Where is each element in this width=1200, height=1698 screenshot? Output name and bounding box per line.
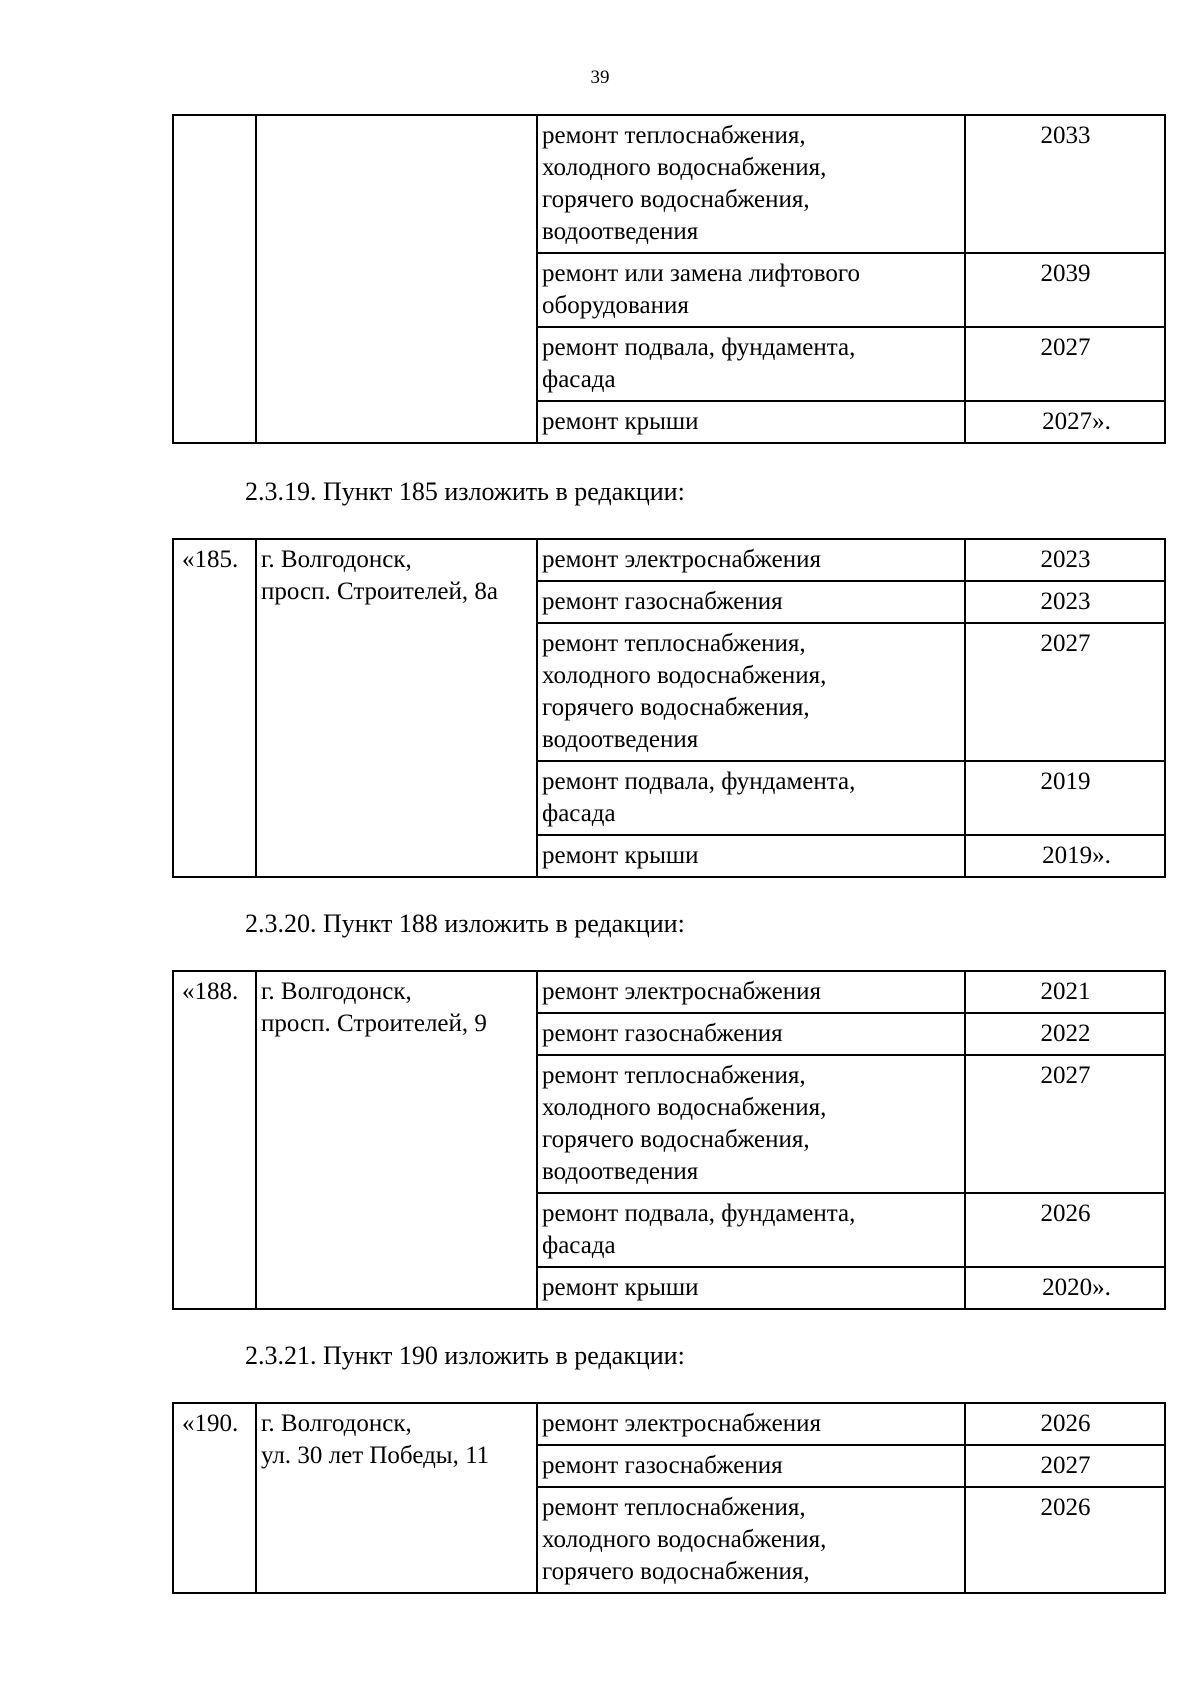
year-cell: 2026 [965, 1487, 1165, 1593]
work-type-cell: ремонт электроснабжения [537, 539, 965, 581]
year-cell: 2021 [965, 971, 1165, 1013]
table-row [173, 1403, 1165, 1445]
work-type-cell: ремонт теплоснабжения, холодного водоснабжения, горячего водоснабжения, водоотведения [537, 623, 965, 761]
work-type-cell: ремонт газоснабжения [537, 1013, 965, 1055]
year-cell: 2027 [965, 327, 1165, 401]
table-row [173, 115, 1165, 253]
year-cell: 2023 [965, 581, 1165, 623]
item-number-cell [173, 115, 256, 443]
table-row [173, 539, 1165, 581]
amendment-paragraph-190: 2.3.21. Пункт 190 изложить в редакции: [245, 1341, 685, 1370]
work-type-cell: ремонт теплоснабжения, холодного водоснабжения, горячего водоснабжения, водоотведения [537, 1055, 965, 1193]
year-cell: 2026 [965, 1193, 1165, 1267]
address-cell: г. Волгодонск, ул. 30 лет Победы, 11 [256, 1403, 537, 1593]
work-type-cell: ремонт крыши [537, 1267, 965, 1309]
year-cell: 2039 [965, 253, 1165, 327]
item-185-table [172, 538, 1166, 878]
year-cell: 2020». [965, 1267, 1165, 1309]
work-type-cell: ремонт газоснабжения [537, 581, 965, 623]
address-cell [256, 115, 537, 443]
work-type-cell: ремонт теплоснабжения, холодного водоснабжения, горячего водоснабжения, водоотведения [537, 115, 965, 253]
work-type-cell: ремонт подвала, фундамента, фасада [537, 327, 965, 401]
work-type-cell: ремонт подвала, фундамента, фасада [537, 1193, 965, 1267]
item-number-cell: «188. [173, 971, 256, 1309]
year-cell: 2019 [965, 761, 1165, 835]
continuation-table [172, 114, 1166, 444]
work-type-cell: ремонт или замена лифтового оборудования [537, 253, 965, 327]
item-number-cell: «190. [173, 1403, 256, 1593]
address-cell: г. Волгодонск, просп. Строителей, 9 [256, 971, 537, 1309]
year-cell: 2027 [965, 623, 1165, 761]
page-number: 39 [590, 67, 610, 88]
year-cell: 2027 [965, 1445, 1165, 1487]
year-cell: 2023 [965, 539, 1165, 581]
item-190-table [172, 1402, 1166, 1594]
work-type-cell: ремонт крыши [537, 835, 965, 877]
work-type-cell: ремонт подвала, фундамента, фасада [537, 761, 965, 835]
year-cell: 2027». [965, 401, 1165, 443]
work-type-cell: ремонт электроснабжения [537, 971, 965, 1013]
item-number-cell: «185. [173, 539, 256, 877]
work-type-cell: ремонт теплоснабжения, холодного водоснабжения, горячего водоснабжения, [537, 1487, 965, 1593]
year-cell: 2022 [965, 1013, 1165, 1055]
work-type-cell: ремонт крыши [537, 401, 965, 443]
year-cell: 2019». [965, 835, 1165, 877]
work-type-cell: ремонт газоснабжения [537, 1445, 965, 1487]
amendment-paragraph-185: 2.3.19. Пункт 185 изложить в редакции: [245, 477, 685, 506]
amendment-paragraph-188: 2.3.20. Пункт 188 изложить в редакции: [245, 909, 685, 938]
year-cell: 2033 [965, 115, 1165, 253]
table-row [173, 971, 1165, 1013]
item-188-table [172, 970, 1166, 1310]
year-cell: 2027 [965, 1055, 1165, 1193]
year-cell: 2026 [965, 1403, 1165, 1445]
work-type-cell: ремонт электроснабжения [537, 1403, 965, 1445]
address-cell: г. Волгодонск, просп. Строителей, 8а [256, 539, 537, 877]
